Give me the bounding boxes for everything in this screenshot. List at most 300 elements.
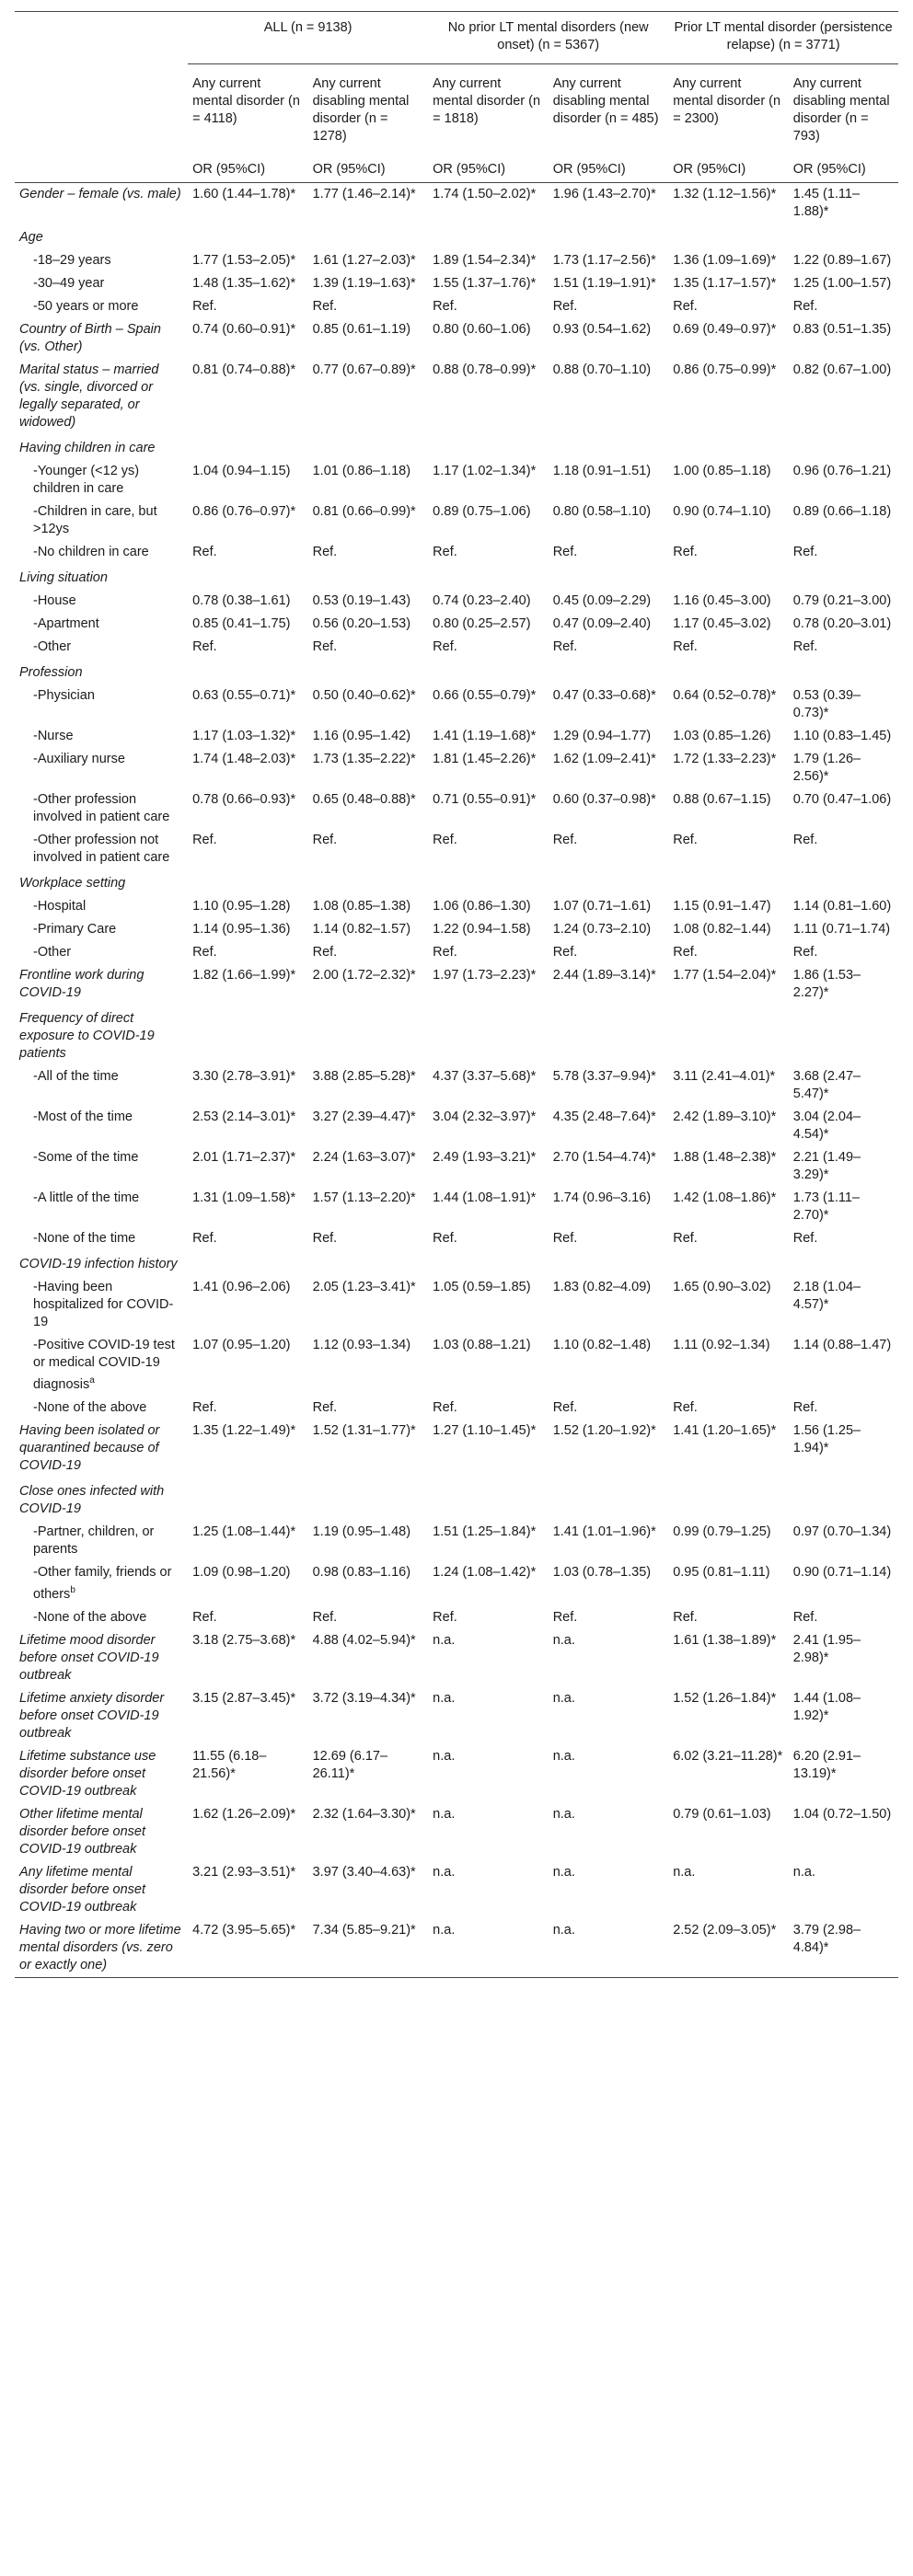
or-cell: n.a.: [552, 1632, 575, 1648]
or-cell: [789, 224, 898, 249]
or-cell: 3.04 (2.04–4.54)*: [792, 1110, 861, 1142]
row-label: [15, 964, 188, 1005]
row-label: [15, 1065, 188, 1106]
or-cell: 1.16 (0.45–3.00): [673, 593, 771, 608]
or-cell: Ref.: [792, 299, 818, 314]
or-cell: [428, 659, 549, 684]
or-cell: 2.44 (1.89–3.14)*: [552, 968, 656, 983]
or-cell: Ref.: [552, 1399, 578, 1415]
or-cell: 1.89 (1.54–2.34)*: [433, 253, 537, 268]
row-label: [15, 541, 188, 564]
or-cell: n.a.: [428, 1919, 549, 1978]
or-cell: 1.51 (1.19–1.91)*: [552, 276, 656, 291]
or-cell: 2.32 (1.64–3.30)*: [312, 1806, 416, 1822]
table-body: [15, 183, 898, 1978]
row-label-text: -Auxiliary nurse: [33, 752, 125, 766]
row-label: [15, 1227, 188, 1250]
or-cell: 0.89 (0.75–1.06): [433, 504, 531, 519]
ci-label: OR (95%CI): [668, 158, 789, 183]
or-cell: 1.61 (1.27–2.03)*: [312, 253, 416, 268]
or-cell: 1.14 (0.88–1.47): [792, 1338, 892, 1352]
or-cell: 0.79 (0.21–3.00): [792, 593, 892, 608]
subheader: Any current disabling mental disorder (n = 485): [552, 76, 659, 126]
row-label: [15, 1745, 188, 1803]
or-cell: 0.97 (0.70–1.34): [792, 1524, 892, 1539]
row-label: [15, 590, 188, 613]
table-row: [15, 725, 898, 748]
or-cell: 2.00 (1.72–2.32)*: [312, 968, 416, 983]
table-row: [15, 1005, 898, 1065]
or-cell: Ref.: [673, 1399, 698, 1415]
or-cell: Ref.: [312, 1609, 338, 1625]
table-header: [15, 12, 898, 183]
or-cell: [668, 1478, 789, 1521]
row-label-text: -None of the above: [33, 1609, 147, 1625]
or-cell: [549, 659, 669, 684]
or-cell: 1.77 (1.54–2.04)*: [673, 968, 777, 983]
or-cell: 0.80 (0.58–1.10): [552, 504, 652, 519]
or-cell: 1.32 (1.12–1.56)*: [673, 187, 777, 201]
or-cell: Ref.: [192, 1399, 217, 1415]
or-cell: 3.88 (2.85–5.28)*: [312, 1069, 416, 1084]
or-cell: 1.25 (1.08–1.44)*: [192, 1524, 296, 1539]
or-cell: 2.18 (1.04–4.57)*: [792, 1280, 861, 1312]
row-label-text: -House: [33, 593, 76, 608]
or-cell: 4.35 (2.48–7.64)*: [552, 1110, 656, 1124]
row-label-text: Lifetime substance use disorder before onset COVID-19 outbreak: [19, 1748, 156, 1799]
table-row: [15, 1606, 898, 1629]
or-cell: 0.63 (0.55–0.71)*: [192, 688, 296, 703]
table-row: [15, 1276, 898, 1334]
or-cell: [188, 434, 308, 460]
or-cell: [308, 224, 429, 249]
row-label-text: -Physician: [33, 688, 95, 703]
row-label: [15, 895, 188, 918]
or-cell: 1.83 (0.82–4.09): [552, 1280, 652, 1294]
table-row: [15, 895, 898, 918]
row-label: [15, 829, 188, 869]
table-row: [15, 183, 898, 224]
or-cell: 0.47 (0.33–0.68)*: [552, 688, 656, 703]
or-cell: 1.72 (1.33–2.23)*: [673, 752, 777, 766]
or-cell: 12.69 (6.17–26.11)*: [312, 1748, 388, 1781]
row-label: [15, 318, 188, 359]
or-cell: Ref.: [673, 639, 698, 654]
group-header-all: ALL (n = 9138): [188, 12, 428, 64]
or-cell: Ref.: [552, 1231, 578, 1246]
or-cell: 0.88 (0.70–1.10): [552, 362, 652, 377]
or-cell: [668, 1250, 789, 1276]
or-cell: 1.36 (1.09–1.69)*: [673, 253, 777, 268]
or-cell: 1.97 (1.73–2.23)*: [433, 968, 537, 983]
row-label-text: Having two or more lifetime mental disorders (vs. zero or exactly one): [19, 1922, 181, 1972]
or-cell: 2.53 (2.14–3.01)*: [192, 1110, 296, 1124]
table-row: [15, 434, 898, 460]
or-cell: 1.39 (1.19–1.63)*: [312, 276, 416, 291]
row-label-text: Profession: [19, 665, 83, 680]
or-cell: [549, 1250, 669, 1276]
or-cell: [308, 1250, 429, 1276]
or-cell: Ref.: [673, 833, 698, 847]
or-cell: 1.19 (0.95–1.48): [312, 1524, 411, 1539]
or-cell: 1.05 (0.59–1.85): [433, 1280, 531, 1294]
or-cell: Ref.: [312, 1399, 338, 1415]
table-row: [15, 684, 898, 725]
or-cell: 0.64 (0.52–0.78)*: [673, 688, 777, 703]
table-row: [15, 1397, 898, 1420]
or-cell: [428, 1250, 549, 1276]
or-cell: 0.88 (0.67–1.15): [673, 792, 771, 807]
or-cell: [188, 659, 308, 684]
or-cell: 3.72 (3.19–4.34)*: [312, 1690, 416, 1706]
table-row: [15, 590, 898, 613]
or-cell: [789, 434, 898, 460]
or-cell: 0.99 (0.79–1.25): [673, 1524, 771, 1539]
or-cell: 1.41 (1.01–1.96)*: [552, 1524, 656, 1539]
table-row: [15, 788, 898, 829]
or-cell: 1.08 (0.85–1.38): [312, 899, 411, 914]
subheader: Any current mental disorder (n = 1818): [433, 76, 541, 126]
table-row: [15, 564, 898, 590]
or-cell: Ref.: [433, 299, 457, 314]
row-label-text: Having been isolated or quarantined because of COVID-19: [19, 1422, 160, 1473]
or-cell: [549, 1478, 669, 1521]
or-cell: 7.34 (5.85–9.21)*: [308, 1919, 429, 1978]
or-cell: 0.78 (0.66–0.93)*: [192, 792, 296, 807]
table-row: [15, 941, 898, 964]
or-cell: 0.70 (0.47–1.06): [792, 792, 892, 807]
row-label: [15, 613, 188, 636]
or-cell: 1.62 (1.26–2.09)*: [192, 1806, 296, 1822]
or-cell: 1.17 (0.45–3.02): [673, 616, 771, 631]
or-cell: 1.77 (1.53–2.05)*: [192, 253, 296, 268]
or-cell: 0.86 (0.75–0.99)*: [673, 362, 777, 377]
row-label: [15, 224, 188, 249]
corner-cell: [15, 158, 188, 183]
or-cell: 0.71 (0.55–0.91)*: [433, 792, 537, 807]
or-cell: 0.96 (0.76–1.21): [792, 464, 892, 478]
or-cell: n.a.: [433, 1864, 456, 1880]
table-row: [15, 918, 898, 941]
row-label: [15, 1334, 188, 1397]
or-cell: 1.18 (0.91–1.51): [552, 464, 652, 478]
or-cell: 1.42 (1.08–1.86)*: [673, 1190, 777, 1205]
row-label-text: Living situation: [19, 570, 108, 585]
or-cell: 1.56 (1.25–1.94)*: [792, 1422, 861, 1455]
or-cell: [428, 869, 549, 895]
or-cell: [549, 1005, 669, 1065]
or-cell: Ref.: [792, 639, 818, 654]
or-cell: Ref.: [192, 545, 217, 559]
row-label: [15, 564, 188, 590]
row-label-text: -Hospital: [33, 899, 87, 914]
or-cell: 1.14 (0.95–1.36): [192, 922, 291, 937]
or-cell: [789, 869, 898, 895]
row-label: [15, 869, 188, 895]
table-row: [15, 1106, 898, 1146]
or-cell: 0.74 (0.60–0.91)*: [192, 322, 296, 337]
row-label-text: -A little of the time: [33, 1190, 140, 1205]
row-label-text: -None of the time: [33, 1231, 136, 1246]
or-cell: 1.74 (0.96–3.16): [552, 1190, 652, 1205]
or-cell: 1.55 (1.37–1.76)*: [433, 276, 537, 291]
or-cell: [308, 434, 429, 460]
or-cell: Ref.: [792, 545, 818, 559]
row-label: [15, 684, 188, 725]
or-cell: [668, 659, 789, 684]
subheader: Any current mental disorder (n = 2300): [673, 76, 781, 126]
or-cell: 1.03 (0.78–1.35): [552, 1564, 652, 1580]
corner-cell: [15, 12, 188, 64]
or-cell: Ref.: [312, 945, 338, 960]
or-cell: [789, 1250, 898, 1276]
or-cell: n.a.: [673, 1864, 696, 1880]
or-cell: [428, 434, 549, 460]
or-cell: [668, 434, 789, 460]
row-label: [15, 918, 188, 941]
row-label-text: -Nurse: [33, 729, 74, 743]
row-label-text: -Positive COVID-19 test or medical COVID-19 diagnosis: [33, 1338, 175, 1392]
row-label: [15, 1687, 188, 1745]
or-cell: 3.97 (3.40–4.63)*: [312, 1864, 416, 1880]
or-cell: 1.24 (1.08–1.42)*: [433, 1564, 537, 1580]
or-cell: 2.05 (1.23–3.41)*: [312, 1280, 416, 1294]
row-label-text: Gender – female (vs. male): [19, 187, 181, 201]
row-label-text: -Apartment: [33, 616, 99, 631]
row-label: [15, 1561, 188, 1606]
or-cell: Ref.: [433, 639, 457, 654]
or-cell: 1.35 (1.17–1.57)*: [673, 276, 777, 291]
or-cell: 2.01 (1.71–2.37)*: [192, 1150, 296, 1165]
or-cell: 0.56 (0.20–1.53): [312, 616, 411, 631]
or-cell: n.a.: [552, 1748, 575, 1764]
or-cell: 1.10 (0.82–1.48): [552, 1338, 652, 1352]
table-row: [15, 1745, 898, 1803]
or-cell: Ref.: [552, 639, 578, 654]
or-cell: [308, 1005, 429, 1065]
or-cell: 1.22 (0.89–1.67): [792, 253, 892, 268]
or-cell: 1.06 (0.86–1.30): [433, 899, 531, 914]
table-row: [15, 500, 898, 541]
or-cell: 0.74 (0.23–2.40): [433, 593, 531, 608]
or-cell: 1.25 (1.00–1.57): [792, 276, 892, 291]
or-cell: [668, 564, 789, 590]
or-cell: [308, 1478, 429, 1521]
or-cell: n.a.: [552, 1864, 575, 1880]
or-cell: [549, 224, 669, 249]
row-label: [15, 1420, 188, 1478]
table-row: [15, 318, 898, 359]
or-cell: Ref.: [192, 945, 217, 960]
row-label-text: -50 years or more: [33, 299, 139, 314]
table-row: [15, 1561, 898, 1606]
or-cell: 1.44 (1.08–1.91)*: [433, 1190, 537, 1205]
or-cell: 1.73 (1.17–2.56)*: [552, 253, 656, 268]
group-header-persistence: Prior LT mental disorder (persistence relapse) (n = 3771): [668, 12, 898, 64]
table-row: [15, 1065, 898, 1106]
or-cell: Ref.: [312, 1231, 338, 1246]
or-cell: 0.69 (0.49–0.97)*: [673, 322, 777, 337]
table-row: [15, 829, 898, 869]
corner-cell: [15, 64, 188, 159]
or-cell: 3.30 (2.78–3.91)*: [192, 1069, 296, 1084]
or-cell: Ref.: [552, 545, 578, 559]
or-cell: Ref.: [673, 1231, 698, 1246]
row-label-text: -Other: [33, 945, 72, 960]
or-cell: 1.77 (1.46–2.14)*: [312, 187, 416, 201]
or-cell: 1.14 (0.81–1.60): [792, 899, 892, 914]
or-cell: 5.78 (3.37–9.94)*: [552, 1069, 656, 1084]
or-cell: [789, 1478, 898, 1521]
or-cell: Ref.: [673, 545, 698, 559]
or-cell: 3.68 (2.47–5.47)*: [792, 1069, 861, 1101]
or-cell: 1.81 (1.45–2.26)*: [433, 752, 537, 766]
or-cell: 6.20 (2.91–13.19)*: [792, 1748, 861, 1781]
or-cell: 1.08 (0.82–1.44): [673, 922, 771, 937]
row-label: [15, 295, 188, 318]
or-cell: 1.01 (0.86–1.18): [312, 464, 411, 478]
or-cell: [668, 1005, 789, 1065]
or-cell: Ref.: [192, 299, 217, 314]
row-label: [15, 636, 188, 659]
or-cell: 0.83 (0.51–1.35): [792, 322, 892, 337]
or-cell: 1.52 (1.31–1.77)*: [312, 1422, 416, 1438]
table-row: [15, 869, 898, 895]
or-cell: Ref.: [312, 299, 338, 314]
or-cell: 1.60 (1.44–1.78)*: [192, 187, 296, 201]
row-label: [15, 1250, 188, 1276]
or-cell: Ref.: [552, 945, 578, 960]
or-cell: Ref.: [433, 1609, 457, 1625]
footnote-marker: a: [89, 1375, 95, 1386]
or-cell: 1.41 (1.19–1.68)*: [433, 729, 537, 743]
or-cell: Ref.: [192, 1231, 217, 1246]
or-cell: Ref.: [552, 833, 578, 847]
row-label: [15, 272, 188, 295]
table-row: [15, 964, 898, 1005]
or-cell: [188, 224, 308, 249]
or-cell: 4.72 (3.95–5.65)*: [188, 1919, 308, 1978]
or-cell: 4.37 (3.37–5.68)*: [433, 1069, 537, 1084]
or-cell: 1.74 (1.48–2.03)*: [192, 752, 296, 766]
or-cell: Ref.: [312, 833, 338, 847]
or-cell: 1.07 (0.71–1.61): [552, 899, 652, 914]
or-cell: n.a.: [433, 1748, 456, 1764]
or-cell: 1.61 (1.38–1.89)*: [673, 1632, 777, 1648]
or-cell: 0.90 (0.74–1.10): [673, 504, 771, 519]
ci-label: OR (95%CI): [549, 158, 669, 183]
or-cell: 1.03 (0.85–1.26): [673, 729, 771, 743]
row-label: [15, 500, 188, 541]
row-label-text: Marital status – married (vs. single, divorced or legally separated, or widowed): [19, 362, 159, 430]
ci-label: OR (95%CI): [308, 158, 429, 183]
or-cell: 1.44 (1.08–1.92)*: [792, 1690, 861, 1723]
group-header-new-onset: No prior LT mental disorders (new onset) (n = 5367): [428, 12, 668, 64]
or-cell: [668, 869, 789, 895]
or-cell: 1.52 (1.26–1.84)*: [673, 1690, 777, 1706]
or-cell: 0.45 (0.09–2.29): [552, 593, 652, 608]
row-label-text: -Other family, friends or others: [33, 1564, 172, 1602]
or-cell: 1.00 (0.85–1.18): [673, 464, 771, 478]
row-label: [15, 1629, 188, 1687]
or-cell: 0.77 (0.67–0.89)*: [312, 362, 416, 377]
or-cell: n.a.: [549, 1919, 669, 1978]
table-row: [15, 636, 898, 659]
row-label: [15, 1478, 188, 1521]
table-row: [15, 1919, 898, 1978]
or-cell: 0.98 (0.83–1.16): [312, 1564, 411, 1580]
table-row: [15, 1146, 898, 1187]
or-cell: 3.11 (2.41–4.01)*: [673, 1069, 776, 1084]
or-cell: 3.79 (2.98–4.84)*: [789, 1919, 898, 1978]
row-label-text: -Other: [33, 639, 72, 654]
or-cell: 0.90 (0.71–1.14): [792, 1564, 892, 1580]
row-label: [15, 1397, 188, 1420]
row-label-text: -None of the above: [33, 1399, 147, 1415]
or-cell: 1.73 (1.11–2.70)*: [792, 1190, 861, 1223]
row-label: [15, 460, 188, 500]
or-cell: 0.81 (0.66–0.99)*: [312, 504, 416, 519]
or-cell: n.a.: [792, 1864, 815, 1880]
row-label-text: -Children in care, but >12ys: [33, 504, 157, 536]
table-row: [15, 1687, 898, 1745]
or-cell: 1.14 (0.82–1.57): [312, 922, 411, 937]
row-label: [15, 1919, 188, 1978]
table-row: [15, 1521, 898, 1561]
or-cell: 1.73 (1.35–2.22)*: [312, 752, 416, 766]
or-cell: 1.29 (0.94–1.77): [552, 729, 652, 743]
row-label-text: Other lifetime mental disorder before onset COVID-19 outbreak: [19, 1806, 146, 1857]
row-label: [15, 1146, 188, 1187]
or-cell: 1.52 (1.20–1.92)*: [552, 1422, 656, 1438]
or-cell: 4.88 (4.02–5.94)*: [312, 1632, 416, 1648]
or-cell: [308, 869, 429, 895]
or-cell: 0.89 (0.66–1.18): [792, 504, 892, 519]
or-cell: 0.66 (0.55–0.79)*: [433, 688, 537, 703]
or-cell: 2.42 (1.89–3.10)*: [673, 1110, 777, 1124]
row-label-text: Lifetime anxiety disorder before onset COVID-19 outbreak: [19, 1690, 165, 1741]
table-row: [15, 1803, 898, 1861]
or-cell: 1.09 (0.98–1.20): [192, 1564, 291, 1580]
or-cell: Ref.: [792, 945, 818, 960]
or-cell: n.a.: [552, 1690, 575, 1706]
table-row: [15, 541, 898, 564]
or-cell: 1.24 (0.73–2.10): [552, 922, 652, 937]
table-row: [15, 613, 898, 636]
or-cell: 1.07 (0.95–1.20): [192, 1338, 291, 1352]
or-cell: 2.70 (1.54–4.74)*: [552, 1150, 656, 1165]
or-cell: [789, 659, 898, 684]
or-cell: 1.86 (1.53–2.27)*: [792, 968, 861, 1000]
or-cell: 2.24 (1.63–3.07)*: [312, 1150, 416, 1165]
or-cell: Ref.: [673, 1609, 698, 1625]
row-label: [15, 748, 188, 788]
table-row: [15, 1227, 898, 1250]
table-row: [15, 224, 898, 249]
or-cell: 1.57 (1.13–2.20)*: [312, 1190, 416, 1205]
or-cell: 0.86 (0.76–0.97)*: [192, 504, 296, 519]
or-cell: 0.85 (0.61–1.19): [312, 322, 411, 337]
or-cell: Ref.: [673, 299, 698, 314]
or-cell: Ref.: [792, 1609, 818, 1625]
or-cell: 0.81 (0.74–0.88)*: [192, 362, 296, 377]
row-label-text: Any lifetime mental disorder before onset COVID-19 outbreak: [19, 1864, 146, 1915]
row-label: [15, 659, 188, 684]
table-row: [15, 460, 898, 500]
or-cell: [308, 659, 429, 684]
row-label: [15, 1005, 188, 1065]
or-cell: 0.88 (0.78–0.99)*: [433, 362, 537, 377]
